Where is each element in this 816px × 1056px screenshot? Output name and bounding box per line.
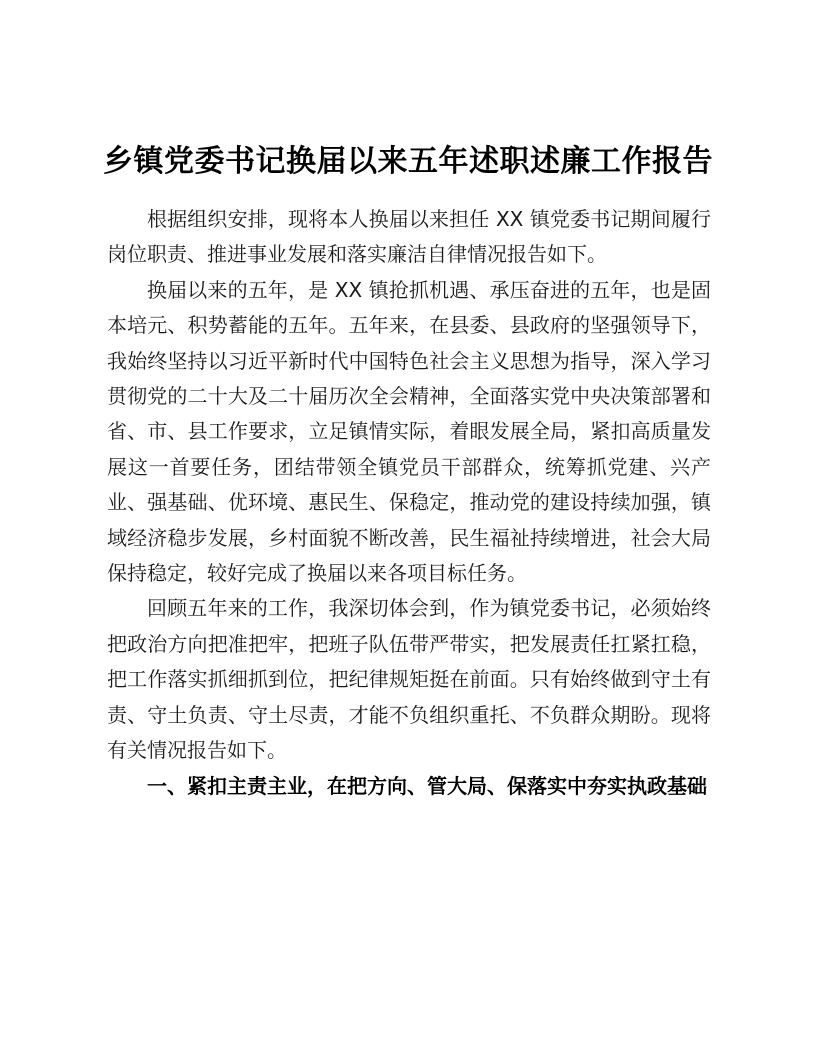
paragraph-five-years-overview: 换届以来的五年，是 XX 镇抢抓机遇、承压奋进的五年，也是固本培元、积势蓄能的五年。五年来，在县委、县政府的坚强领导下，我始终坚持以习近平新时代中国特色社会主义思想为指导，深入学习贯彻党的二十大及二十届历次全会精神，全面落实党中央决策部署和省、市、县工作要求，立足镇情实际，着眼发展全局，紧扣高质量发展这一首要任务，团结带领全镇党员干部群众，统筹抓党建、兴产业、强基础、优环境、惠民生、保稳定，推动党的建设持续加强，镇域经济稳步发展，乡村面貌不断改善，民生福祉持续增进，社会大局保持稳定，较好完成了换届以来各项目标任务。 — [107, 277, 711, 586]
section-heading-1: 一、紧扣主责主业，在把方向、管大局、保落实中夯实执政基础 — [147, 773, 707, 798]
document-title: 乡镇党委书记换届以来五年述职述廉工作报告 — [103, 144, 713, 179]
document-body — [107, 202, 711, 804]
paragraph-reflection: 回顾五年来的工作，我深切体会到，作为镇党委书记，必须始终把政治方向把准把牢，把班子队伍带严带实，把发展责任扛紧扛稳，把工作落实抓细抓到位，把纪律规矩挺在前面。只有始终做到守土有责、守土负责、守土尽责，才能不负组织重托、不负群众期盼。现将有关情况报告如下。 — [107, 596, 711, 763]
paragraph-intro: 根据组织安排，现将本人换届以来担任 XX 镇党委书记期间履行岗位职责、推进事业发展和落实廉洁自律情况报告如下。 — [107, 207, 711, 267]
